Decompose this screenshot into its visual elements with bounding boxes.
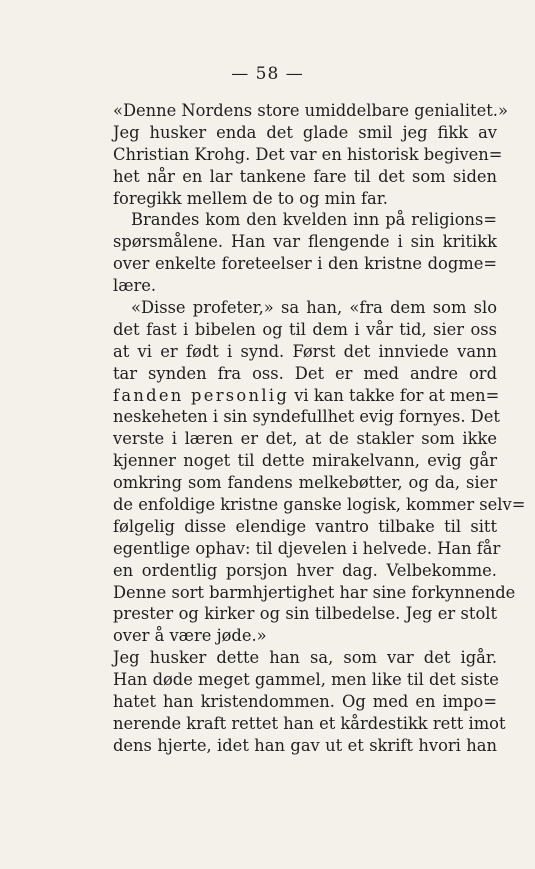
text-line: Jeg husker dette han sa, som var det igår. xyxy=(113,648,497,668)
text-line: følgelig disse elendige vantro tilbake til sitt xyxy=(113,516,497,536)
text-line: det fast i bibelen og til dem i vår tid, sier oss xyxy=(113,319,497,339)
text-line: kjenner noget til dette mirakelvann, evig går xyxy=(113,451,497,471)
text-line: foregikk mellem de to og min far. xyxy=(113,188,388,208)
body-text xyxy=(113,100,526,757)
text-line: verste i læren er det, at de stakler som ikke xyxy=(113,429,497,449)
text-line: hatet han kristendommen. Og med en impo= xyxy=(113,692,497,712)
text-line: Han døde meget gammel, men like til det siste xyxy=(113,670,499,690)
text-line: over enkelte foreteelser i den kristne dogme= xyxy=(113,254,497,274)
emphasized-text: fanden personlig xyxy=(113,385,290,405)
text-line: tar synden fra oss. Det er med andre ord xyxy=(113,363,497,383)
text-line: Christian Krohg. Det var en historisk begiven= xyxy=(113,144,503,164)
text-line: «Denne Nordens store umiddelbare genialitet.» xyxy=(113,101,508,120)
text-line: lære. xyxy=(113,276,157,296)
text-line: nerende kraft rettet han et kårdestikk rett imot xyxy=(113,713,506,733)
text-line: egentlige ophav: til djevelen i helvede. Han får xyxy=(113,538,501,558)
text-line xyxy=(113,385,500,407)
page-number: — 58 — xyxy=(231,64,304,84)
text-line: de enfoldige kristne ganske logisk, kommer selv= xyxy=(113,495,526,515)
text-line: het når en lar tankene fare til det som siden xyxy=(113,166,497,186)
text-line: omkring som fandens melkebøtter, og da, sier xyxy=(113,473,497,493)
text-line: spørsmålene. Han var flengende i sin kritikk xyxy=(113,232,497,252)
text-line: «Disse profeter,» sa han, «fra dem som slo xyxy=(131,298,497,318)
text-line: Brandes kom den kvelden inn på religions= xyxy=(131,210,497,230)
text-line: at vi er født i synd. Først det innviede vann xyxy=(113,341,497,361)
text-line: prester og kirker og sin tilbedelse. Jeg er stolt xyxy=(113,604,497,624)
text-line: over å være jøde.» xyxy=(113,626,267,646)
text-line: dens hjerte, idet han gav ut et skrift hvori han xyxy=(113,735,497,755)
text-line: en ordentlig porsjon hver dag. Velbekomme. xyxy=(113,560,497,580)
text-line: neskeheten i sin syndefullhet evig fornyes. Det xyxy=(113,407,500,427)
text-line: Denne sort barmhjertighet har sine forkynnende xyxy=(113,582,516,602)
text-line: Jeg husker enda det glade smil jeg fikk av xyxy=(113,122,497,142)
text-line-rest: vi kan takke for at men= xyxy=(289,385,500,405)
